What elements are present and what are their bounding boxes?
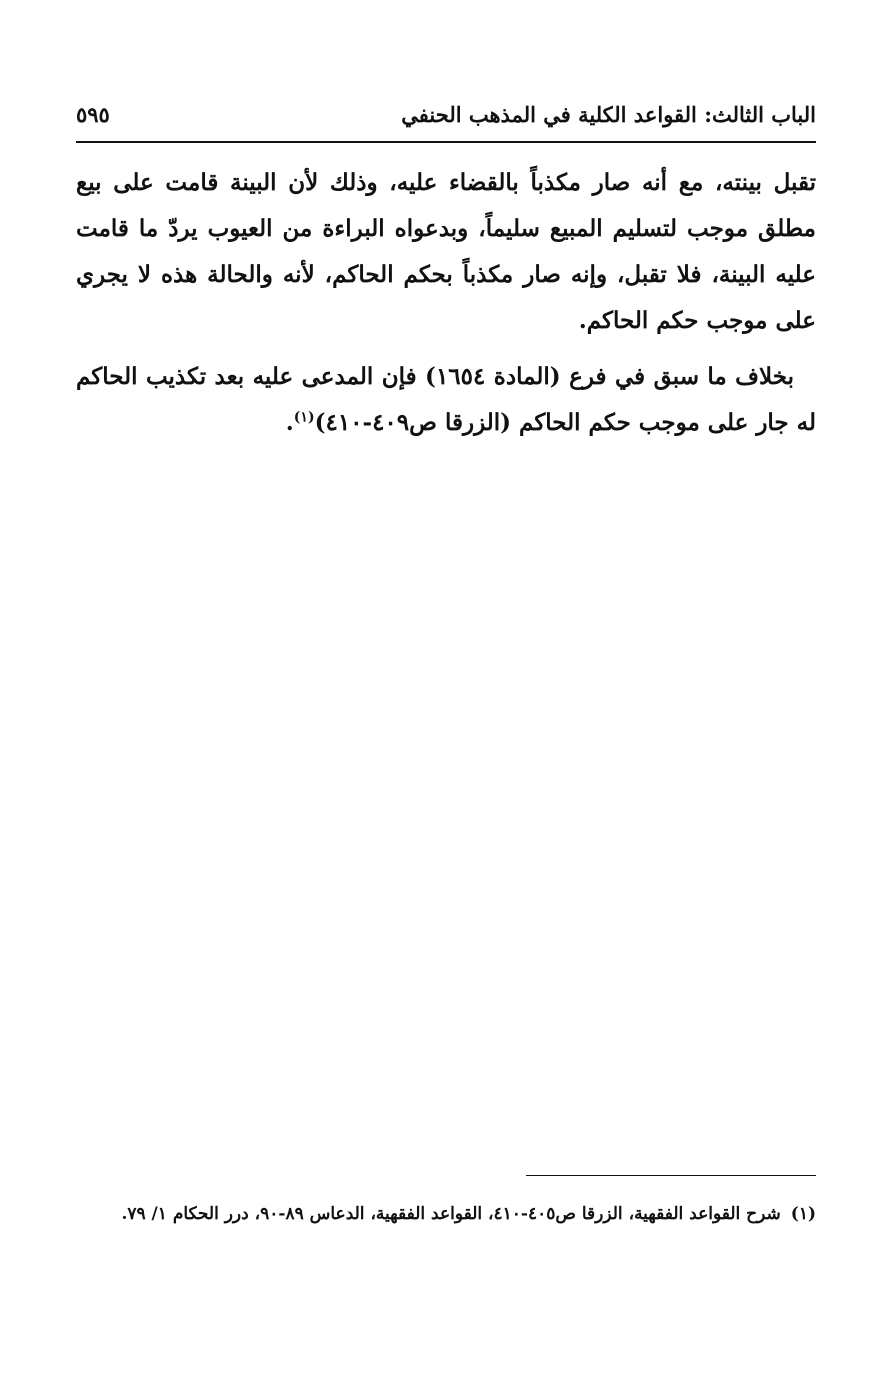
paragraph-2-end: . xyxy=(285,409,294,436)
paragraph-2-text: بخلاف ما سبق في فرع (المادة ١٦٥٤) فإن المدعى عليه بعد تكذيب الحاكم له جار على موجب حكم الحاكم (الزرقا ص٤٠٩-٤١٠) xyxy=(76,363,816,436)
chapter-title: الباب الثالث: القواعد الكلية في المذهب الحنفي xyxy=(401,102,816,127)
paragraph-1: تقبل بينته، مع أنه صار مكذباً بالقضاء عليه، وذلك لأن البينة قامت على بيع مطلق موجب لتسليم المبيع سليماً، وبدعواه البراءة من العيوب يردّ ما قامت عليه البينة، فلا تقبل، وإنه صار مكذباً بحكم الحاكم، لأنه والحالة هذه لا يجري على موجب حكم الحاكم. xyxy=(76,169,816,334)
footnote xyxy=(76,1192,816,1236)
page-number: ٥٩٥ xyxy=(76,102,110,127)
running-header xyxy=(76,100,816,140)
footnote-reference[interactable]: (١) xyxy=(293,409,315,426)
footnote-divider xyxy=(526,1175,816,1176)
main-text xyxy=(76,160,816,446)
footnote-number: (١) xyxy=(790,1204,816,1224)
header-divider xyxy=(76,141,816,143)
paragraph-2 xyxy=(76,354,816,446)
footnote-text: شرح القواعد الفقهية، الزرقا ص٤٠٥-٤١٠، القواعد الفقهية، الدعاس ٨٩-٩٠، درر الحكام ١/ ٧٩. xyxy=(121,1204,781,1224)
